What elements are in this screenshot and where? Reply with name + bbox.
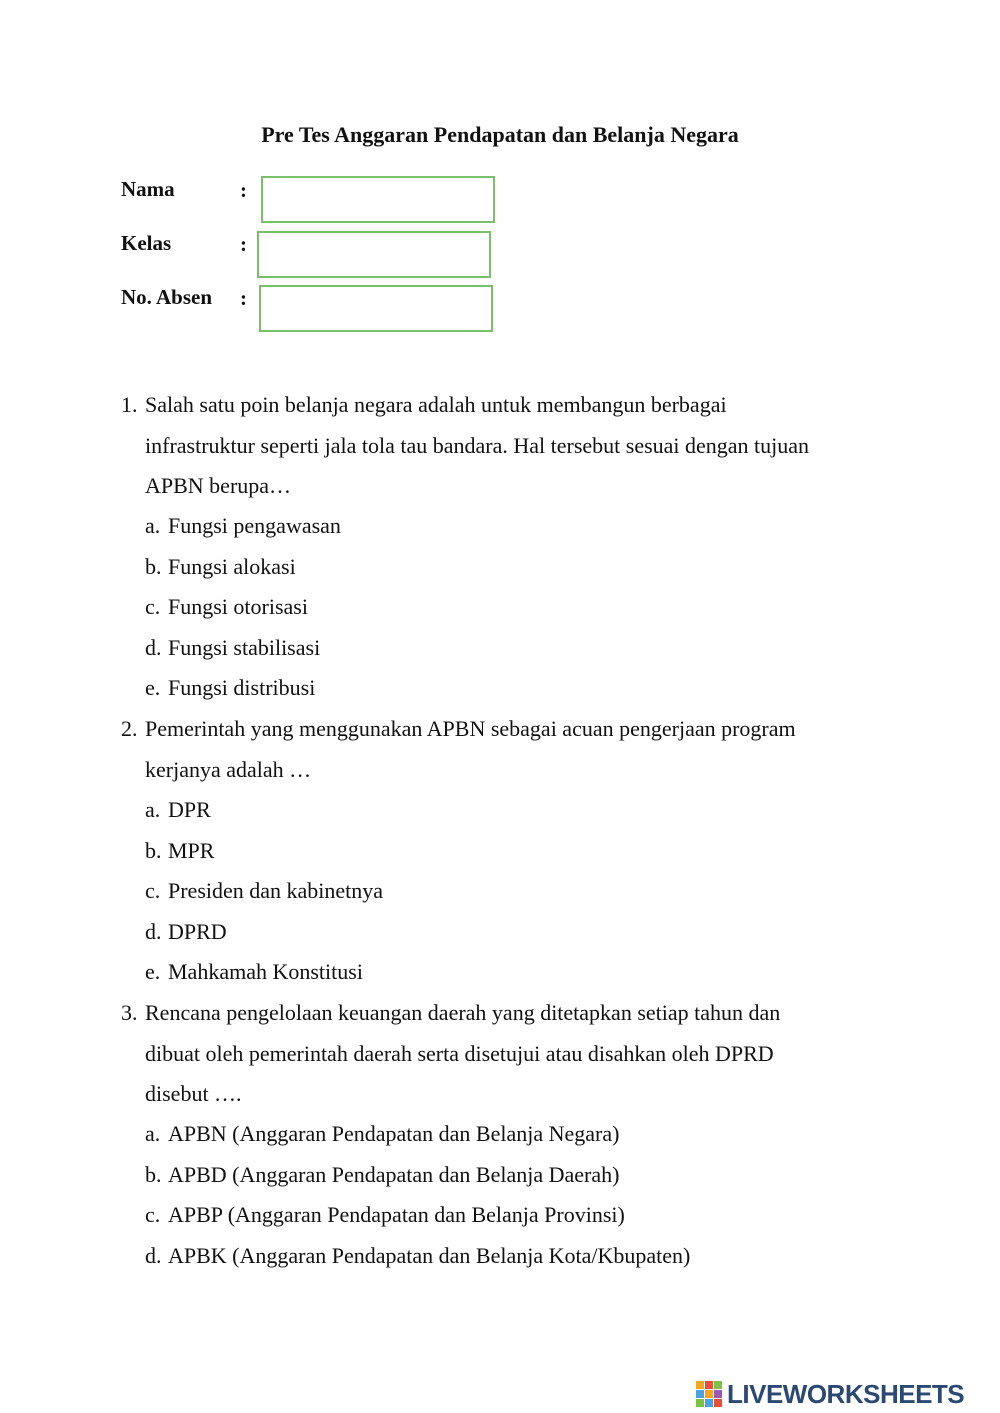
option-item [145, 1120, 619, 1148]
option-text: Fungsi pengawasan [168, 513, 341, 538]
question-text-line: infrastruktur seperti jala tola tau bandara. Hal tersebut sesuai dengan tujuan [145, 433, 810, 458]
option-letter: d. [145, 1243, 162, 1268]
option-letter: a. [145, 1121, 161, 1146]
option-item [145, 1161, 619, 1189]
option-letter: c. [145, 594, 161, 619]
option-item [145, 837, 214, 865]
option-text: Fungsi distribusi [168, 675, 316, 700]
option-item [145, 1201, 625, 1229]
option-letter: d. [145, 919, 162, 944]
option-item [145, 593, 308, 621]
nama-input[interactable] [261, 176, 495, 223]
option-letter: c. [145, 1202, 161, 1227]
option-text: Fungsi alokasi [168, 554, 296, 579]
field-colon: : [240, 232, 247, 256]
question-text-line: Salah satu poin belanja negara adalah untuk membangun berbagai [145, 392, 727, 417]
question-number: 1. [121, 392, 138, 417]
page-title: Pre Tes Anggaran Pendapatan dan Belanja Negara [261, 122, 739, 147]
option-text: MPR [168, 838, 215, 863]
option-item [145, 918, 227, 946]
question-text-line: Pemerintah yang menggunakan APBN sebagai acuan pengerjaan program [145, 716, 796, 741]
option-letter: a. [145, 513, 161, 538]
option-letter: d. [145, 635, 162, 660]
field-colon: : [240, 286, 247, 310]
option-item [145, 877, 383, 905]
question-text-line: dibuat oleh pemerintah daerah serta disetujui atau disahkan oleh DPRD [145, 1041, 774, 1066]
question-text-line: kerjanya adalah … [145, 757, 312, 782]
option-item [145, 1242, 690, 1270]
option-text: DPRD [168, 919, 227, 944]
option-text: Fungsi stabilisasi [168, 635, 321, 660]
option-item [145, 634, 320, 662]
field-colon: : [240, 178, 247, 202]
liveworksheets-logo-icon [696, 1381, 722, 1407]
option-text: APBP (Anggaran Pendapatan dan Belanja Provinsi) [168, 1202, 625, 1227]
option-letter: b. [145, 838, 162, 863]
option-text: APBD (Anggaran Pendapatan dan Belanja Daerah) [168, 1162, 620, 1187]
option-item [145, 553, 296, 581]
liveworksheets-logo [696, 1376, 996, 1412]
option-item [145, 674, 315, 702]
option-text: APBK (Anggaran Pendapatan dan Belanja Kota/Kbupaten) [168, 1243, 691, 1268]
question-number: 2. [121, 716, 138, 741]
option-letter: a. [145, 797, 161, 822]
field-label-no-absen: No. Absen [121, 285, 213, 309]
option-item [145, 512, 341, 540]
question-text-line: disebut …. [145, 1081, 242, 1106]
option-text: APBN (Anggaran Pendapatan dan Belanja Negara) [168, 1121, 620, 1146]
field-label-nama: Nama [121, 177, 175, 201]
logo-text: LIVEWORKSHEETS [727, 1378, 965, 1409]
no-absen-input[interactable] [259, 285, 493, 332]
field-label-kelas: Kelas [121, 231, 172, 255]
option-text: Presiden dan kabinetnya [168, 878, 384, 903]
kelas-input[interactable] [257, 231, 491, 278]
question-text-line: Rencana pengelolaan keuangan daerah yang ditetapkan setiap tahun dan [145, 1000, 781, 1025]
option-item [145, 796, 211, 824]
option-text: DPR [168, 797, 211, 822]
option-letter: b. [145, 554, 162, 579]
question-text-line: APBN berupa… [145, 473, 292, 498]
option-letter: b. [145, 1162, 162, 1187]
option-text: Mahkamah Konstitusi [168, 959, 363, 984]
option-text: Fungsi otorisasi [168, 594, 308, 619]
option-letter: e. [145, 959, 161, 984]
question-number: 3. [121, 1000, 138, 1025]
option-item [145, 958, 363, 986]
option-letter: c. [145, 878, 161, 903]
option-letter: e. [145, 675, 161, 700]
